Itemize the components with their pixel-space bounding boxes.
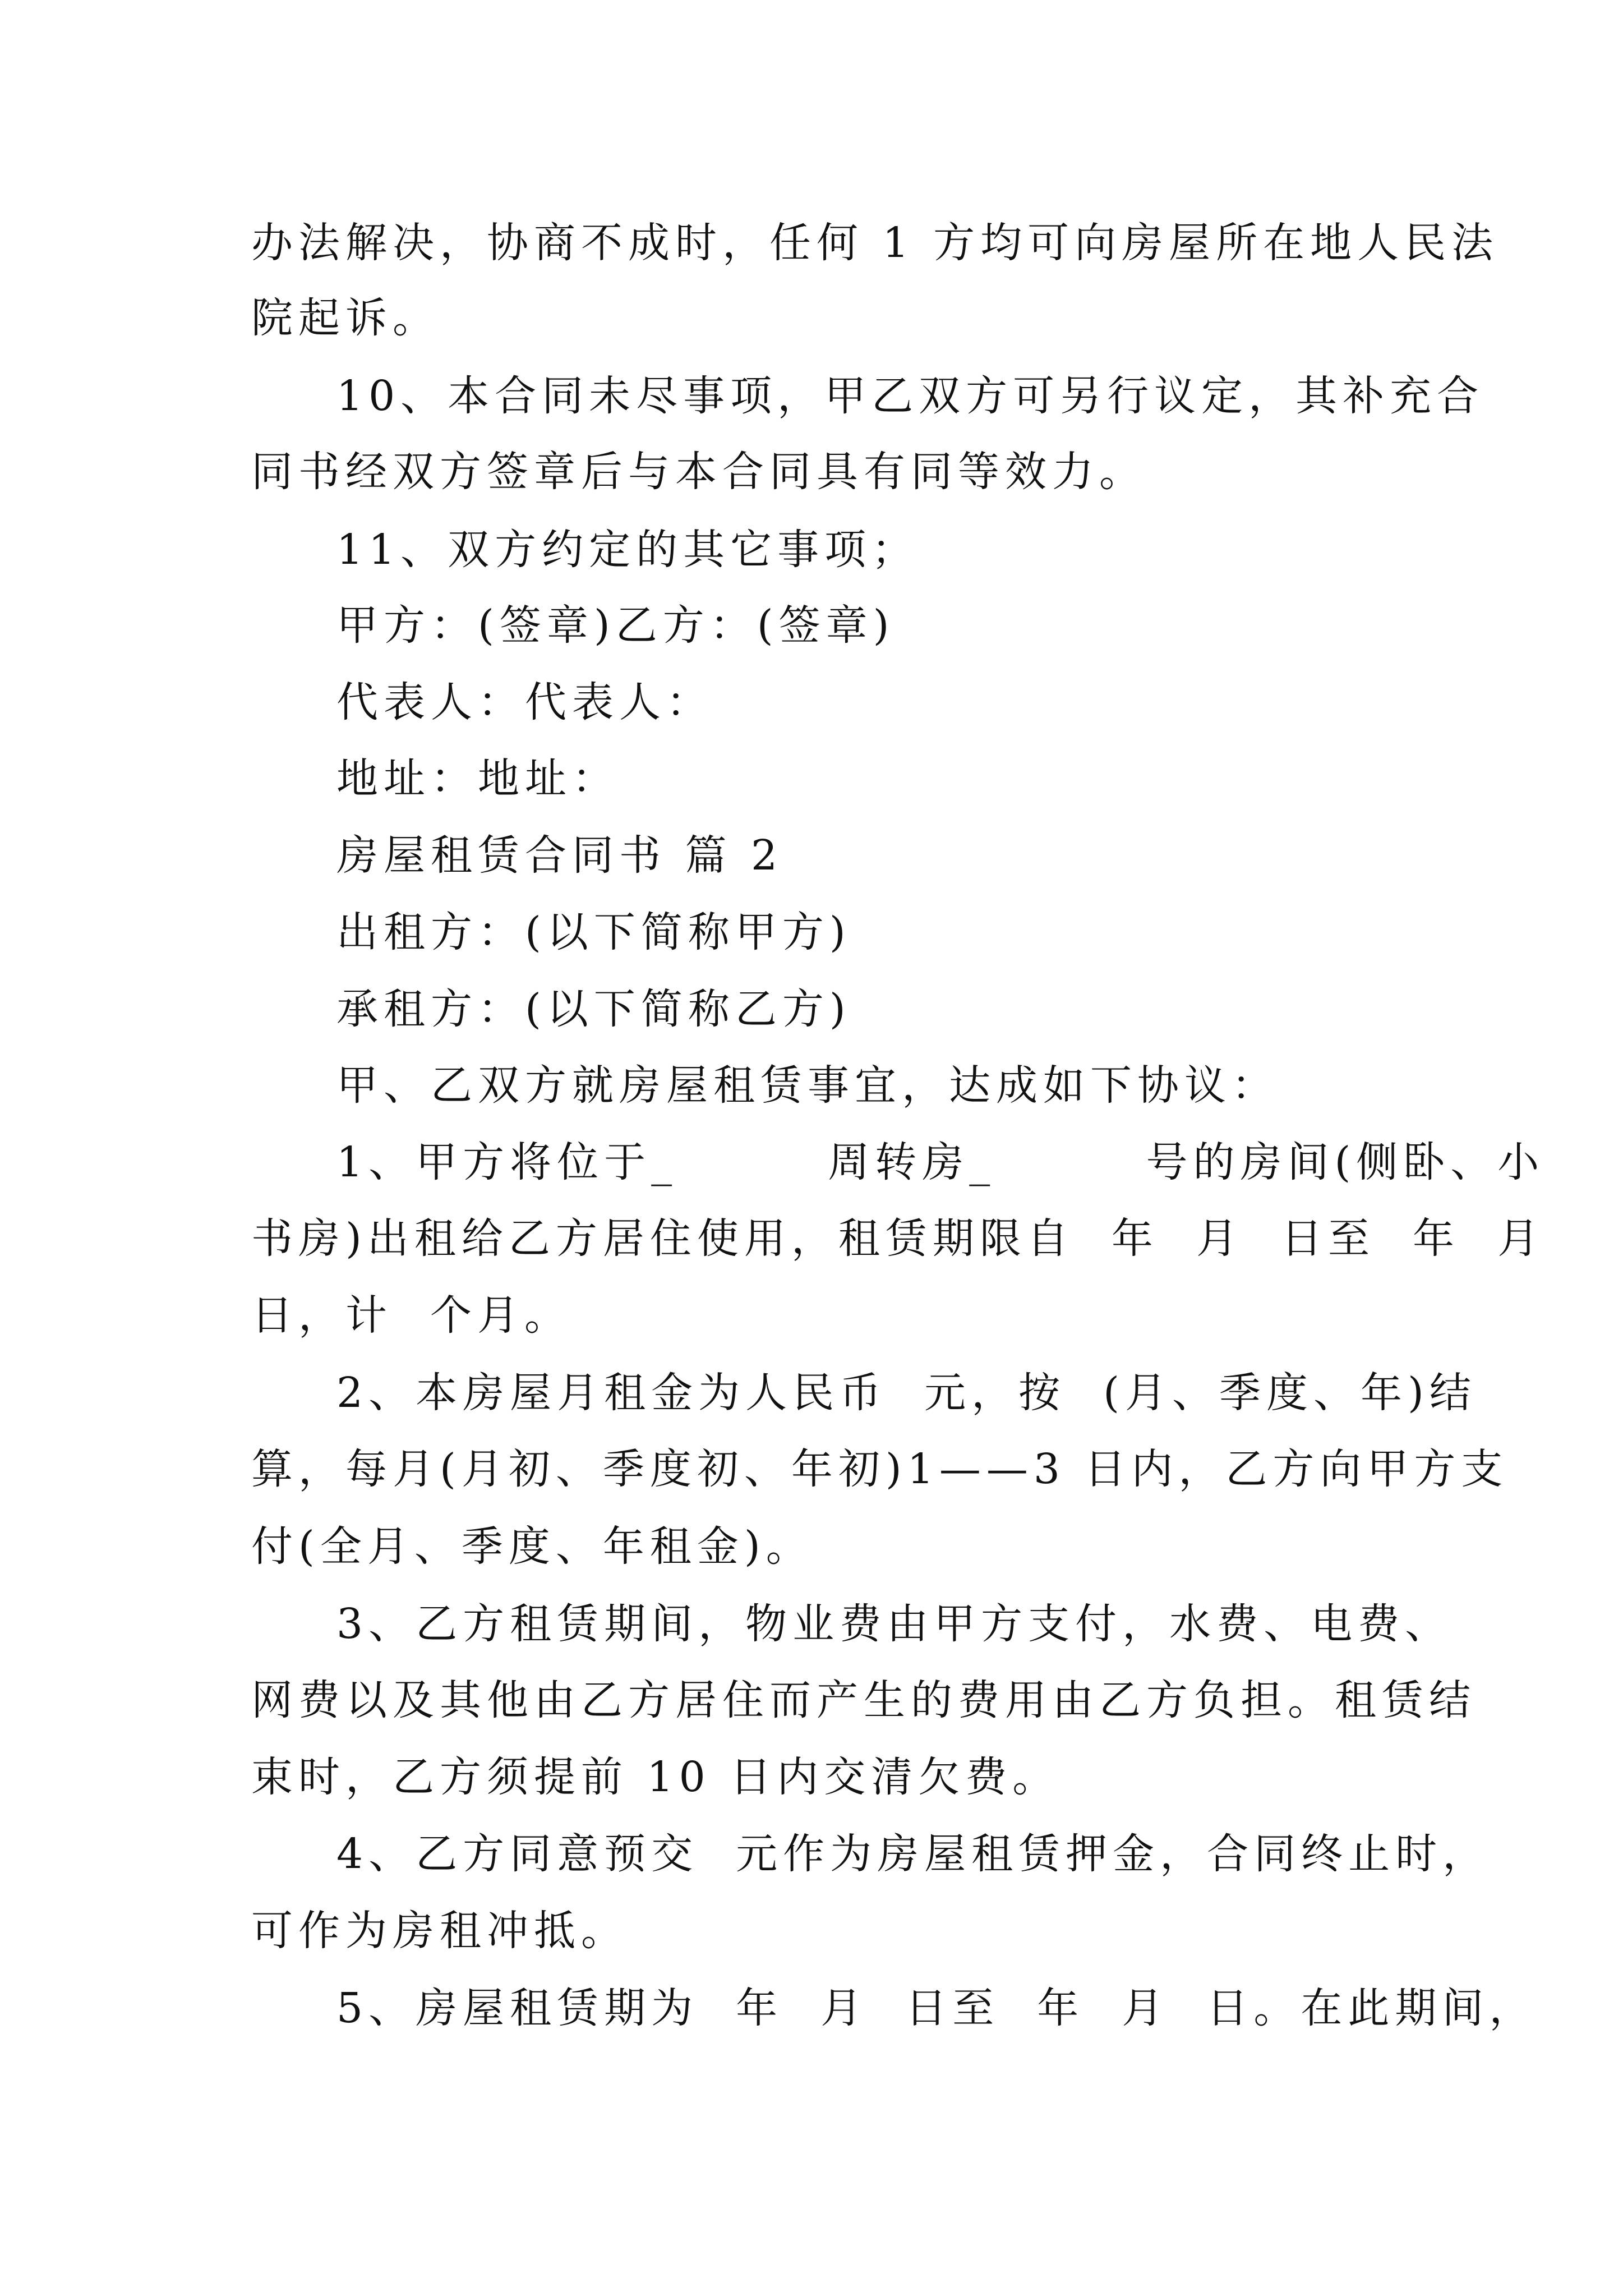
lessee-line: 承租方：(以下简称乙方) — [336, 985, 851, 1033]
text-line: 办法解决，协商不成时，任何 1 方均可向房屋所在地人民法 — [251, 219, 1499, 267]
representative-line: 代表人：代表人： — [336, 678, 713, 726]
text-line: 同书经双方签章后与本合同具有同等效力。 — [251, 448, 1146, 496]
agreement-intro-line: 甲、乙双方就房屋租赁事宜，达成如下协议： — [336, 1061, 1279, 1110]
text-line: 网费以及其他由乙方居住而产生的费用由乙方负担。租赁结 — [251, 1676, 1476, 1724]
clause-3-line: 3、乙方租赁期间，物业费由甲方支付，水费、电费、 — [336, 1600, 1453, 1648]
address-line: 地址：地址： — [336, 754, 619, 803]
clause-1-line: 1、甲方将位于_ 周转房_ 号的房间(侧卧、小 — [336, 1138, 1545, 1186]
text-line: 书房)出租给乙方居住使用，租赁期限自 年 月 日至 年 月 — [251, 1214, 1545, 1263]
text-line: 束时，乙方须提前 10 日内交清欠费。 — [251, 1753, 1060, 1801]
signature-line: 甲方：(签章)乙方：(签章) — [336, 601, 895, 650]
clause-2-line: 2、本房屋月租金为人民币 元，按 (月、季度、年)结 — [336, 1369, 1477, 1417]
clause-10-line: 10、本合同未尽事项，甲乙双方可另行议定，其补充合 — [336, 372, 1484, 420]
text-line: 可作为房租冲抵。 — [251, 1907, 628, 1955]
clause-5-line: 5、房屋租赁期为 年 月 日至 年 月 日。在此期间， — [336, 1984, 1537, 2032]
clause-11-line: 11、双方约定的其它事项； — [336, 526, 919, 574]
text-line: 院起诉。 — [251, 294, 440, 342]
text-line: 算，每月(月初、季度初、年初)1——3 日内，乙方向甲方支 — [251, 1445, 1509, 1493]
lessor-line: 出租方：(以下简称甲方) — [336, 908, 851, 956]
clause-4-line: 4、乙方同意预交 元作为房屋租赁押金，合同终止时， — [336, 1830, 1490, 1878]
section-heading: 房屋租赁合同书 篇 2 — [336, 831, 783, 880]
text-line: 日，计 个月。 — [251, 1291, 572, 1340]
text-line: 付(全月、季度、年租金)。 — [251, 1522, 813, 1571]
